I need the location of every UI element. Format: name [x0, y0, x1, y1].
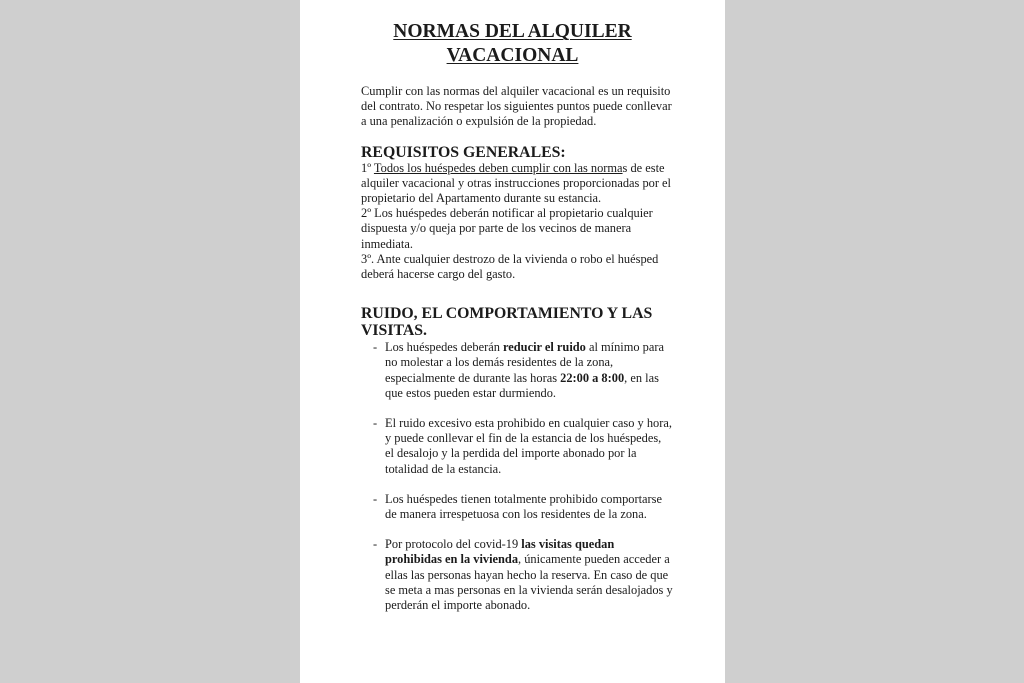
requisito-1-prefix: 1º	[361, 160, 374, 175]
bullet-dash: -	[373, 340, 378, 355]
bullet-2-text: El ruido excesivo esta prohibido en cualquier caso y hora, y puede conllevar el fin de la estancia de los huéspedes, el desalojo y la perdida del importe abonado por la totalidad de la estancia.	[385, 416, 672, 476]
requisito-item-3: 3º. Ante cualquier destrozo de la vivienda o robo el huésped deberá hacerse cargo del gasto.	[361, 251, 659, 282]
intro-paragraph: Cumplir con las normas del alquiler vacacional es un requisito del contrato. No respetar los siguientes puntos puede conllevar a una penalización o expulsión de la propiedad.	[361, 84, 672, 129]
requisito-1-underlined: Todos los huéspedes deben cumplir con las norma	[373, 160, 623, 175]
requisito-1-rest: s de este alquiler vacacional y otras instrucciones proporcionadas por el propietario del Apartamento durante su estancia.	[361, 160, 671, 206]
bullet-1-text-b: al mínimo para no molestar a los demás residentes de la zona, especialmente de durante las horas	[385, 340, 664, 385]
document-title	[300, 20, 725, 68]
title-line-2: VACACIONAL	[446, 45, 579, 66]
bullet-item-3	[373, 492, 673, 522]
bullet-3-text: Los huéspedes tienen totalmente prohibido comportarse de manera irrespetuosa con los residentes de la zona.	[385, 491, 662, 522]
bullet-1-bold-a: reducir el ruido	[503, 340, 586, 355]
document-body	[361, 84, 673, 628]
bullet-item-2	[373, 416, 673, 477]
bullet-4-text-b: , únicamente pueden acceder a ellas las personas hayan hecho la reserva. En caso de que se meta a mas personas en la vivienda serán desalojados y perderán el importe abonado.	[385, 552, 673, 613]
bullet-4-text-a: Por protocolo del covid-19	[385, 537, 522, 552]
bullet-dash: -	[373, 537, 378, 552]
bullet-item-1	[373, 340, 673, 401]
requisito-item-2: 2º Los huéspedes deberán notificar al propietario cualquier dispuesta y/o queja por parte de los vecinos de manera inmediata.	[361, 206, 653, 251]
section-heading-requisitos: REQUISITOS GENERALES:	[361, 143, 566, 161]
bullet-item-4	[373, 537, 673, 613]
document-page	[300, 0, 725, 683]
ruido-bullet-list	[361, 340, 673, 613]
requisito-item-1	[361, 161, 673, 207]
bullet-1-text-c: , en las que estos pueden estar durmiendo.	[385, 370, 659, 400]
bullet-4-bold: las visitas quedan prohibidas en la vivienda	[385, 537, 615, 567]
bullet-1-text-a: Los huéspedes deberán	[385, 340, 504, 355]
title-line-1: NORMAS DEL ALQUILER	[393, 21, 632, 42]
bullet-1-bold-b: 22:00 a 8:00	[560, 370, 625, 385]
section-heading-ruido: RUIDO, EL COMPORTAMIENTO Y LAS VISITAS.	[361, 305, 653, 340]
bullet-dash: -	[373, 416, 378, 431]
requisitos-list	[361, 161, 673, 283]
bullet-dash: -	[373, 491, 378, 506]
